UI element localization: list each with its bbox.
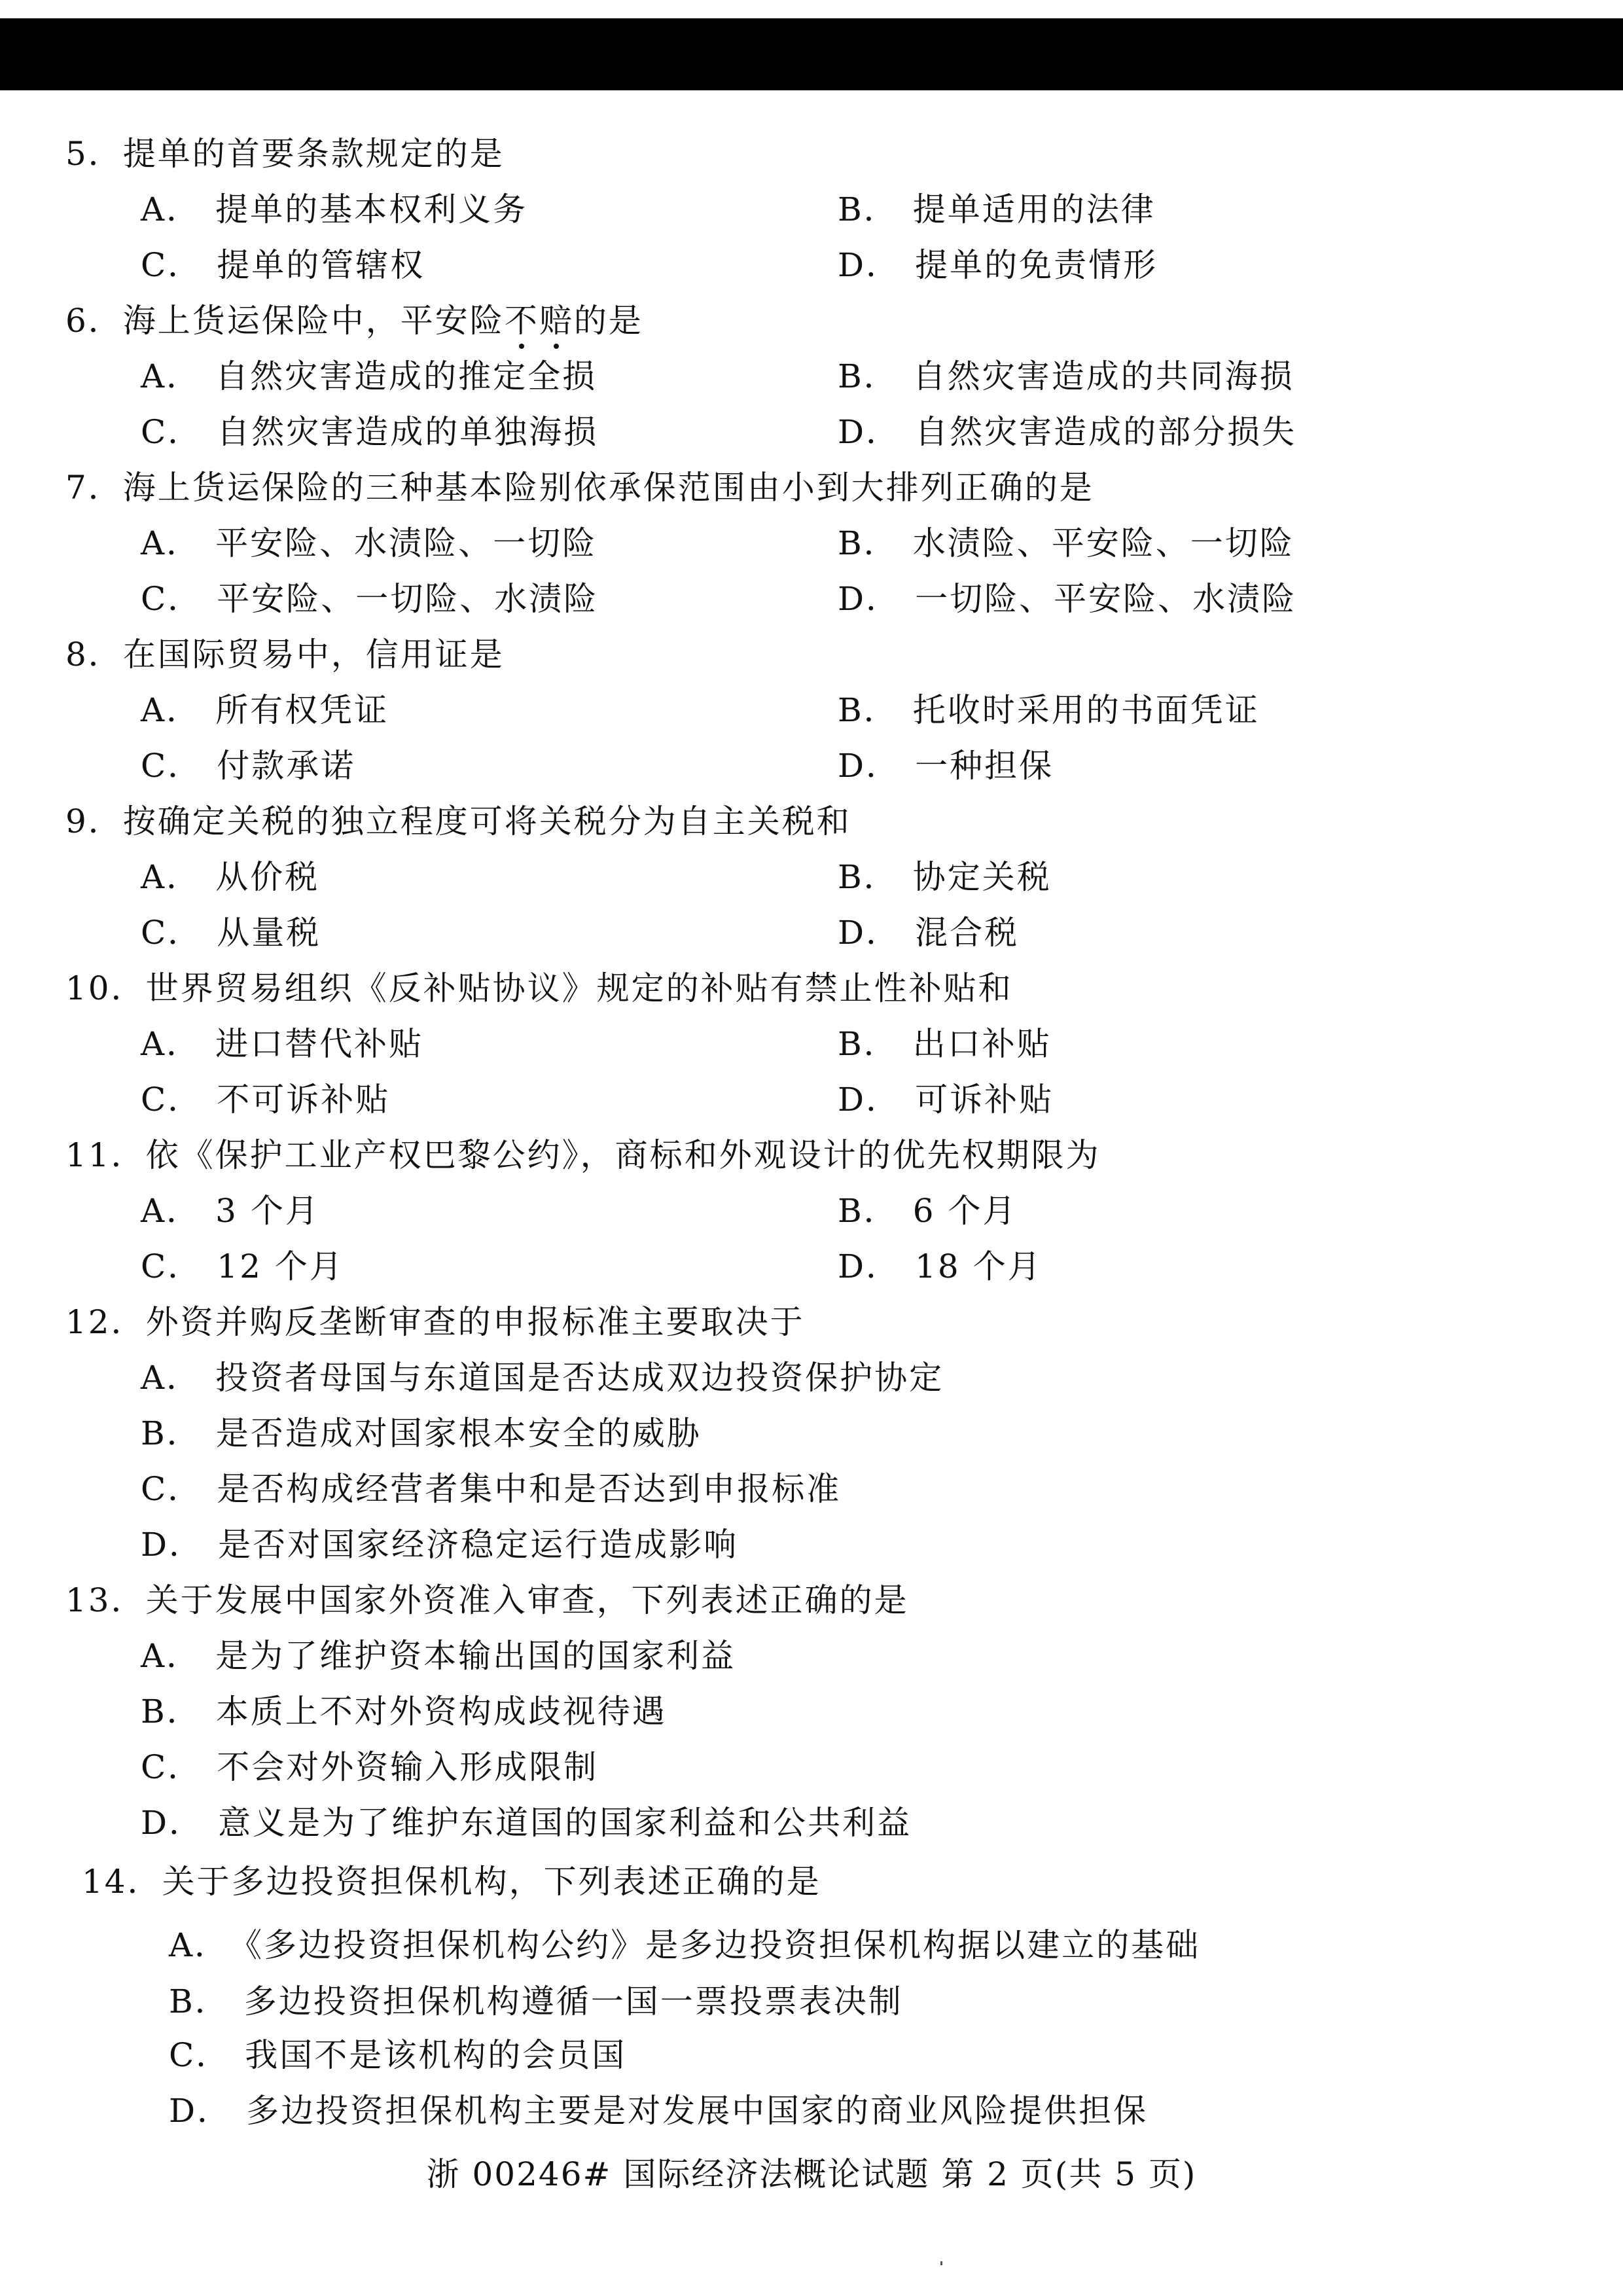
option-text: 托收时采用的书面凭证 (912, 691, 1260, 729)
emphasized-char: 不 (504, 302, 539, 340)
question-13-option-b (141, 1692, 667, 1731)
option-text: 多边投资担保机构遵循一国一票投票表决制 (243, 1982, 903, 2020)
question-9-option-a (141, 857, 319, 897)
question-11-option-b (838, 1191, 1017, 1230)
question-10-option-d (838, 1080, 1054, 1119)
option-letter: C． (141, 1081, 203, 1119)
option-text: 自然灾害造成的单独海损 (217, 413, 599, 451)
question-number: 12． (65, 1303, 146, 1341)
option-letter: A． (141, 1192, 202, 1230)
option-letter: D． (838, 1081, 901, 1119)
question-10-option-b (838, 1024, 1052, 1064)
option-letter: C． (141, 1470, 203, 1508)
option-letter: B． (838, 524, 899, 562)
option-letter: D． (838, 246, 901, 284)
option-text: 混合税 (915, 914, 1020, 952)
option-text: 从量税 (217, 914, 321, 952)
question-8-option-a (141, 691, 389, 730)
question-number: 7． (65, 469, 123, 507)
question-9-stem (65, 802, 851, 841)
question-11-option-c (141, 1247, 344, 1286)
option-letter: A． (141, 524, 202, 562)
option-letter: C． (141, 1748, 203, 1786)
option-letter: A． (141, 858, 202, 896)
option-letter: B． (838, 858, 899, 896)
question-number: 13． (65, 1581, 146, 1619)
question-10-stem (65, 969, 1013, 1008)
option-text: 平安险、水渍险、一切险 (215, 524, 597, 562)
option-letter: C． (141, 914, 203, 952)
option-text: 进口替代补贴 (215, 1025, 424, 1063)
question-8-stem (65, 635, 505, 674)
question-13-option-c (141, 1748, 598, 1787)
question-12-option-c (141, 1469, 841, 1509)
option-letter: C． (141, 580, 203, 618)
option-letter: D． (838, 1247, 901, 1285)
option-letter: B． (141, 1414, 202, 1452)
option-letter: B． (141, 1693, 202, 1731)
question-7-option-a (141, 524, 597, 563)
question-14-option-d (169, 2091, 1148, 2130)
option-text: 是否构成经营者集中和是否达到申报标准 (217, 1470, 842, 1508)
option-letter: B． (169, 1982, 230, 2020)
question-text: 世界贸易组织《反补贴协议》规定的补贴有禁止性补贴和 (145, 969, 1013, 1007)
option-text: 一种担保 (915, 747, 1054, 785)
question-6-option-b (838, 357, 1294, 396)
question-13-option-d (141, 1803, 912, 1842)
question-number: 14． (82, 1863, 162, 1901)
option-text: 可诉补贴 (915, 1081, 1054, 1119)
question-14-option-a (169, 1926, 1200, 1965)
question-9-option-b (838, 857, 1052, 897)
question-5-option-d (838, 245, 1158, 285)
question-13-stem (65, 1581, 909, 1620)
option-letter: C． (141, 246, 203, 284)
option-text: 3 个月 (215, 1192, 320, 1230)
question-text: 在国际贸易中，信用证是 (122, 636, 505, 673)
option-letter: B． (838, 357, 899, 395)
option-text: 水渍险、平安险、一切险 (912, 524, 1294, 562)
option-text: 自然灾害造成的部分损失 (915, 413, 1297, 451)
option-text: 本质上不对外资构成歧视待遇 (215, 1693, 667, 1731)
question-text: 的是 (573, 302, 643, 340)
question-6-option-a (141, 357, 597, 396)
option-text: 不会对外资输入形成限制 (217, 1748, 599, 1786)
question-12-stem (65, 1302, 805, 1342)
option-letter: D． (141, 1526, 204, 1564)
option-letter: D． (838, 413, 901, 451)
question-7-option-b (838, 524, 1294, 563)
option-text: 6 个月 (912, 1192, 1018, 1230)
question-10-option-c (141, 1080, 390, 1119)
question-7-option-d (838, 579, 1296, 619)
question-14-option-c (169, 2036, 626, 2075)
page-footer: 浙 00246# 国际经济法概论试题 第 2 页(共 5 页) (426, 2155, 1197, 2193)
question-11-option-a (141, 1191, 320, 1230)
question-text: 按确定关税的独立程度可将关税分为自主关税和 (122, 802, 851, 840)
option-letter: A． (169, 1926, 230, 1964)
option-text: 协定关税 (912, 858, 1052, 896)
question-14-option-b (169, 1982, 903, 2021)
option-letter: B． (838, 691, 899, 729)
option-letter: A． (141, 1359, 202, 1397)
option-text: 从价税 (215, 858, 320, 896)
option-text: 意义是为了维护东道国的国家利益和公共利益 (218, 1804, 912, 1842)
option-text: 所有权凭证 (215, 691, 389, 729)
option-text: 我国不是该机构的会员国 (245, 2036, 627, 2074)
question-text: 提单的首要条款规定的是 (122, 135, 505, 173)
question-6-option-d (838, 412, 1296, 452)
question-14-stem (82, 1862, 821, 1901)
question-5-stem (65, 134, 505, 173)
question-5-option-b (838, 190, 1156, 229)
option-text: 是为了维护资本输出国的国家利益 (215, 1637, 736, 1675)
option-text: 是否造成对国家根本安全的威胁 (215, 1414, 702, 1452)
option-letter: C． (141, 1247, 203, 1285)
option-text: 投资者母国与东道国是否达成双边投资保护协定 (215, 1359, 944, 1397)
option-letter: C． (169, 2036, 231, 2074)
option-letter: D． (169, 2092, 232, 2130)
option-text: 多边投资担保机构主要是对发展中国家的商业风险提供担保 (246, 2092, 1149, 2130)
option-text: 不可诉补贴 (217, 1081, 391, 1119)
question-text: 关于多边投资担保机构，下列表述正确的是 (162, 1863, 821, 1901)
option-letter: C． (141, 747, 203, 785)
question-7-stem (65, 468, 1094, 507)
question-13-option-a (141, 1636, 736, 1676)
option-letter: D． (141, 1804, 204, 1842)
question-10-option-a (141, 1024, 423, 1064)
option-text: 出口补贴 (912, 1025, 1052, 1063)
question-6-option-c (141, 412, 598, 452)
option-text: 一切险、平安险、水渍险 (915, 580, 1297, 618)
option-letter: A． (141, 691, 202, 729)
option-text: 提单的管辖权 (217, 246, 425, 284)
question-11-option-d (838, 1247, 1043, 1286)
question-number: 10． (65, 969, 146, 1007)
question-text: 外资并购反垄断审查的申报标准主要取决于 (145, 1303, 805, 1341)
option-letter: B． (838, 1025, 899, 1063)
emphasized-char: 赔 (539, 302, 574, 340)
option-letter: B． (838, 1192, 899, 1230)
question-12-option-a (141, 1358, 944, 1397)
question-12-option-d (141, 1525, 738, 1564)
option-letter: D． (838, 914, 901, 952)
question-5-option-c (141, 245, 425, 285)
option-text: 自然灾害造成的推定全损 (215, 357, 597, 395)
option-text: 付款承诺 (217, 747, 356, 785)
option-letter: C． (141, 413, 203, 451)
question-text: 关于发展中国家外资准入审查，下列表述正确的是 (145, 1581, 909, 1619)
option-text: 自然灾害造成的共同海损 (912, 357, 1294, 395)
option-text: 平安险、一切险、水渍险 (217, 580, 599, 618)
question-number: 6． (65, 302, 123, 340)
option-text: 是否对国家经济稳定运行造成影响 (218, 1526, 739, 1564)
option-text: 提单适用的法律 (912, 190, 1156, 228)
option-letter: A． (141, 1025, 202, 1063)
option-text: 提单的基本权利义务 (215, 190, 528, 228)
question-number: 5． (65, 135, 123, 173)
option-letter: B． (838, 190, 899, 228)
question-12-option-b (141, 1414, 702, 1453)
option-text: 提单的免责情形 (915, 246, 1158, 284)
scan-artifact (940, 2261, 942, 2265)
redaction-bar (0, 18, 1623, 90)
question-5-option-a (141, 190, 527, 229)
option-letter: D． (838, 580, 901, 618)
option-letter: A． (141, 190, 202, 228)
question-number: 8． (65, 636, 123, 673)
question-8-option-d (838, 746, 1054, 785)
question-8-option-b (838, 691, 1260, 730)
question-8-option-c (141, 746, 355, 785)
question-11-stem (65, 1136, 1101, 1175)
option-text: 18 个月 (915, 1247, 1043, 1285)
option-letter: A． (141, 357, 202, 395)
question-text: 海上货运保险的三种基本险别依承保范围由小到大排列正确的是 (122, 469, 1094, 507)
question-number: 11． (65, 1136, 146, 1174)
question-6-stem (65, 301, 643, 340)
question-9-option-c (141, 913, 321, 952)
question-7-option-c (141, 579, 598, 619)
question-9-option-d (838, 913, 1019, 952)
question-text: 依《保护工业产权巴黎公约》，商标和外观设计的优先权期限为 (145, 1136, 1101, 1174)
question-text: 海上货运保险中，平安险 (122, 302, 505, 340)
option-text: 12 个月 (217, 1247, 344, 1285)
option-letter: A． (141, 1637, 202, 1675)
option-letter: D． (838, 747, 901, 785)
option-text: 《多边投资担保机构公约》是多边投资担保机构据以建立的基础 (229, 1926, 1201, 1964)
question-number: 9． (65, 802, 123, 840)
